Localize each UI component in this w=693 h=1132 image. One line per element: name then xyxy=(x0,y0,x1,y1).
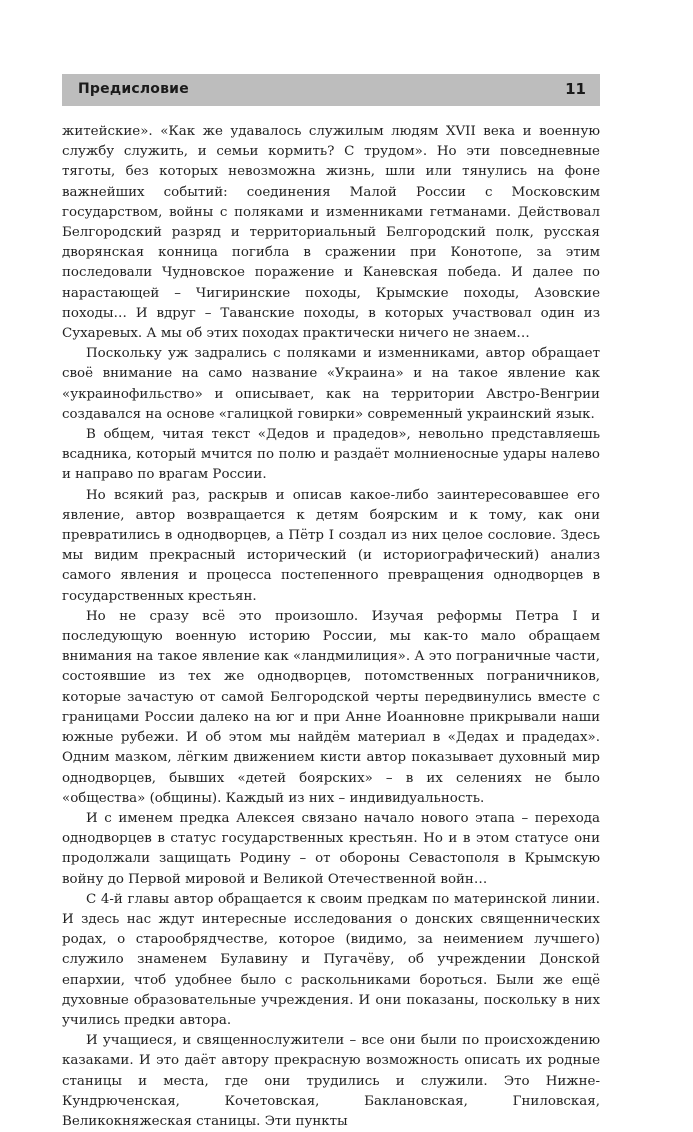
chapter-title: Предисловие xyxy=(78,81,189,97)
paragraph: С 4-й главы автор обращается к своим предкам по материнской линии. И здесь нас ждут интересные исследования о донских священнических родах, о старообрядчестве, которое (видимо, за неимением лучшего) служило знаменем Булавину и Пугачёву, об учреждении Донской епархии, чтоб удобнее было с раскольниками бороться. Были же ещё духовные образовательные учреждения. И они показаны, поскольку в них учились предки автора. xyxy=(62,891,600,1028)
body-text xyxy=(62,122,600,1132)
paragraph: И учащиеся, и священнослужители – все они были по происхождению казаками. И это даёт автору прекрасную возможность описать их родные станицы и места, где они трудились и служили. Это Нижне-Кундрюченская, Кочетовская, Баклановская, Гниловская, Великокняжеская станицы. Эти пункты xyxy=(62,1033,600,1129)
paragraph: В общем, читая текст «Дедов и прадедов», невольно представляешь всадника, который мчится по полю и раздаёт молниеносные удары налево и направо по врагам России. xyxy=(62,427,600,483)
paragraph: Поскольку уж задрались с поляками и изменниками, автор обращает своё внимание на само название «Украина» и на такое явление как «украинофильство» и описывает, как на территории Австро-Венгрии создавался на основе «галицкой говирки» современный украинский язык. xyxy=(62,346,600,422)
paragraph: Но всякий раз, раскрыв и описав какое-либо заинтересовавшее его явление, автор возвращается к детям боярским и к тому, как они превратились в однодворцев, а Пётр I создал из них целое сословие. Здесь мы видим прекрасный исторический (и историографический) анализ самого явления и процесса постепенного превращения однодворцев в государственных крестьян. xyxy=(62,487,600,604)
paragraph: житейские». «Как же удавалось служилым людям XVII века и военную службу служить, и семьи кормить? С трудом». Но эти повседневные тяготы, без которых невозможна жизнь, шли или тянулись на фоне важнейших событий: соединения Малой России с Московским государством, войны с поляками и изменниками гетманами. Действовал Белгородский разряд и территориальный Белгородский полк, русская дворянская конница погибла в сражении при Конотопе, за этим последовали Чудновское поражение и Каневская победа. И далее по нарастающей – Чигиринские походы, Крымские походы, Азовские походы… И вдруг – Таванские походы, в которых участвовал один из Сухаревых. А мы об этих походах практически ничего не знаем… xyxy=(62,124,600,342)
paragraph: Но не сразу всё это произошло. Изучая реформы Петра I и последующую военную историю России, мы как-то мало обращаем внимания на такое явление как «ландмилиция». А это пограничные части, состоявшие из тех же однодворцев, потомственных пограничников, которые зачастую от самой Белгородской черты передвинулись вместе с границами России далеко на юг и при Анне Иоанновне прикрывали наши южные рубежи. И об этом мы найдём материал в «Дедах и прадедах». Одним мазком, лёгким движением кисти автор показывает духовный мир однодворцев, бывших «детей боярских» – в их селениях не было «общества» (общины). Каждый из них – индивидуальность. xyxy=(62,608,600,806)
running-header xyxy=(62,74,600,106)
paragraph: И с именем предка Алексея связано начало нового этапа – перехода однодворцев в статус государственных крестьян. Но и в этом статусе они продолжали защищать Родину – от обороны Севастополя в Крымскую войну до Первой мировой и Великой Отечественной войн… xyxy=(62,810,600,887)
page-number: 11 xyxy=(565,80,586,98)
